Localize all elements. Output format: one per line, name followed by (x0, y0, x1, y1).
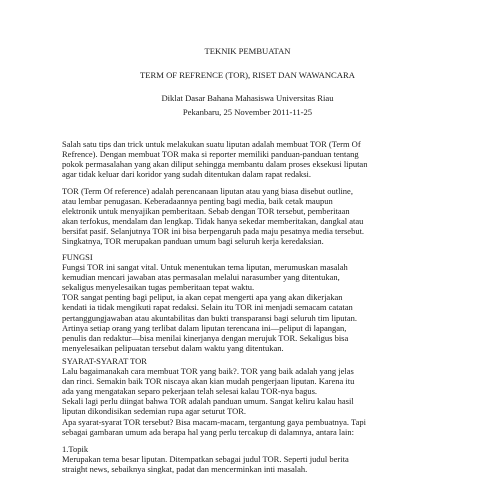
paragraph-line: Artinya setiap orang yang terlibat dalam liputan terencana ini—peliput di lapangan, (62, 322, 347, 333)
event-name: Diklat Dasar Bahana Mahasiswa Universitas Riau (161, 93, 334, 103)
paragraph-line: pokok permasalahan yang akan diliput sehingga membantu dalam proses eksekusi liputan (62, 159, 368, 170)
paragraph-line: TOR sangat penting bagi peliput, ia akan cepat mengerti apa yang akan dikerjakan (62, 292, 343, 303)
paragraph-line: akan terfokus, mendalam dan lengkap. Tidak hanya sekedar memberitakan, dangkal atau (62, 216, 364, 227)
paragraph-line: Lalu bagaimanakah cara membuat TOR yang baik?. TOR yang baik adalah yang jelas (62, 366, 354, 377)
intro-paragraph (62, 139, 452, 179)
paragraph-line: Singkatnya, TOR merupakan panduan umum bagi seluruh kerja keredaksian. (62, 236, 324, 247)
definition-paragraph (62, 186, 452, 247)
paragraph-line: penulis dan redaktur—bisa menilai kinerjanya dengan merujuk TOR. Sekaligus bisa (62, 332, 349, 343)
topik-section (62, 444, 452, 474)
paragraph-line: bersifat pasif. Selanjutnya TOR ini bisa berpengaruh pada maju pesatnya media tersebut. (62, 226, 365, 237)
section-heading-fungsi: FUNGSI (62, 252, 93, 262)
paragraph-line: ada yang mengatakan separo pekerjaan telah selesai kalau TOR-nya bagus. (62, 386, 318, 397)
paragraph-line: Sekali lagi perlu diingat bahwa TOR adalah panduan umum. Sangat keliru kalau hasil (62, 396, 354, 407)
paragraph-line: Salah satu tips dan trick untuk melakukan suatu liputan adalah membuat TOR (Term Of (62, 139, 361, 149)
paragraph-line: sebagai gambaran umum ada berapa hal yang perlu tercakup di dalamnya, antara lain: (62, 426, 354, 437)
paragraph-line: Apa syarat-syarat TOR tersebut? Bisa macam-macam, tergantung gaya pembuatnya. Tapi (62, 416, 366, 427)
fungsi-section (62, 252, 452, 353)
paragraph-line: liputan dikondisikan sedemian rupa agar seturut TOR. (62, 406, 247, 417)
paragraph-line: agar tidak keluar dari koridor yang sudah ditentukan dalam rapat redaksi. (62, 169, 312, 180)
paragraph-line: atau lembar penugasan. Keberadaannya penting bagi media, baik cetak maupun (62, 196, 333, 207)
document-subtitle: TERM OF REFRENCE (TOR), RISET DAN WAWANCARA (140, 70, 355, 80)
paragraph-line: pertanggungjawaban atau akuntabilitas dan bukti transparansi bagi seluruh tim liputan. (62, 312, 358, 323)
section-heading-syarat: SYARAT-SYARAT TOR (62, 356, 147, 366)
paragraph-line: kendati ia tidak mengikuti rapat redaksi. Selain itu TOR ini menjadi semacam catatan (62, 302, 353, 313)
document-title: TEKNIK PEMBUATAN (204, 46, 291, 56)
paragraph-line: Merupakan tema besar liputan. Ditempatkan sebagai judul TOR. Seperti judul berita (62, 454, 349, 465)
section-heading-topik: 1.Topik (62, 444, 89, 454)
place-date: Pekanbaru, 25 November 2011-11-25 (182, 107, 313, 117)
paragraph-line: sekaligus menyelesaikan tugas pemberitaan tepat waktu. (62, 282, 255, 293)
paragraph-line: menyelesaikan pelipuatan tersebut dalam waktu yang ditentukan. (62, 342, 284, 353)
paragraph-line: dan rinci. Semakin baik TOR niscaya akan kian mudah pengerjaan liputan. Karena itu (62, 376, 355, 387)
paragraph-line: elektronik untuk menyajikan pemberitaan. Sebab dengan TOR tersebut, pemberitaan (62, 206, 350, 217)
paragraph-line: Fungsi TOR ini sangat vital. Untuk menentukan tema liputan, merumuskan masalah (62, 262, 348, 273)
paragraph-line: Refrence). Dengan membuat TOR maka si reporter memiliki panduan-panduan tentang (62, 149, 359, 160)
paragraph-line: straight news, sebaiknya singkat, padat dan mencerminkan inti masalah. (62, 464, 308, 475)
paragraph-line: TOR (Term Of reference) adalah perencanaan liputan atau yang biasa disebut outline, (62, 186, 353, 196)
syarat-section (62, 356, 452, 437)
paragraph-line: kemudian mencari jawaban atas permasalan melalui narasumber yang ditentukan, (62, 272, 340, 283)
